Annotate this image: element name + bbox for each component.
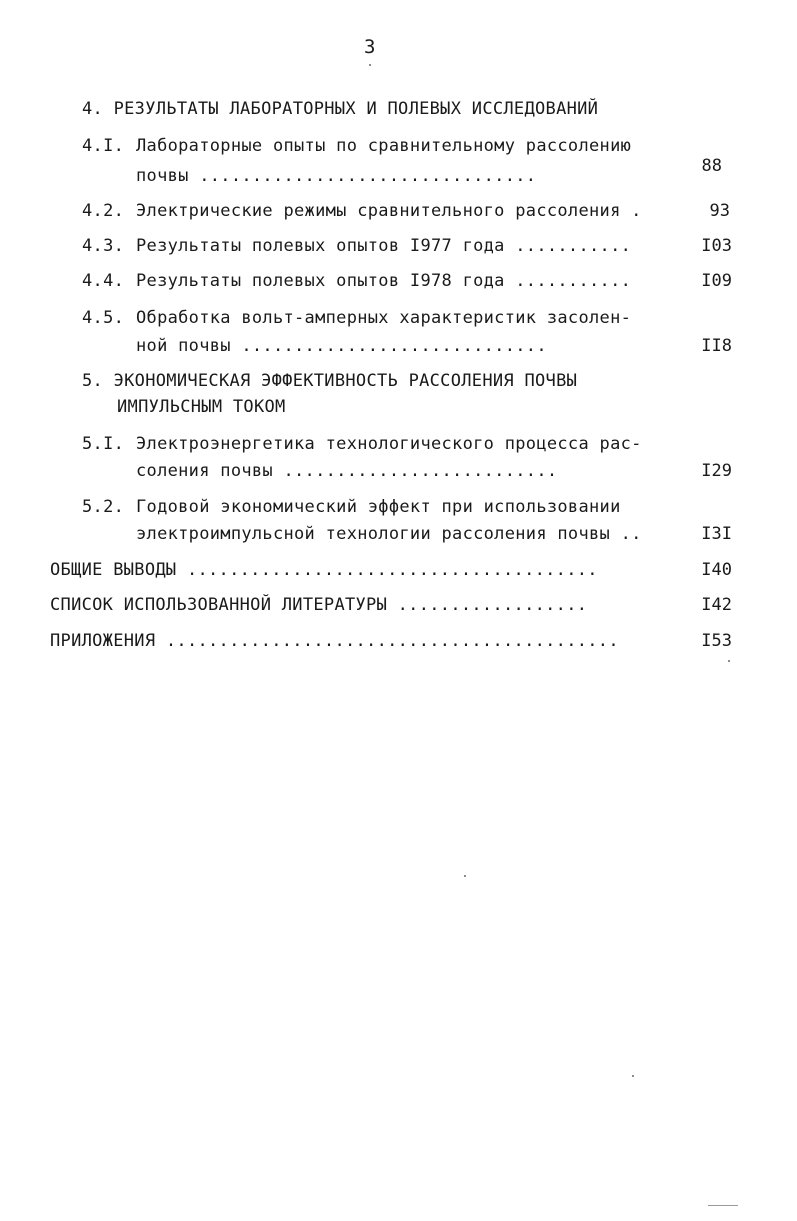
toc-appendices-page: I53 bbox=[701, 631, 732, 651]
toc-item-4-4-title: Результаты полевых опытов I978 года ........... bbox=[136, 271, 632, 291]
scan-speck bbox=[369, 64, 371, 66]
toc-item-5-1-title-cont: соления почвы .......................... bbox=[136, 461, 558, 481]
toc-item-4-5-title-cont: ной почвы ............................. bbox=[136, 336, 547, 356]
toc-item-4-1-number: 4.I. bbox=[82, 136, 125, 156]
scan-mark bbox=[708, 1205, 738, 1206]
section-5-heading: 5. ЭКОНОМИЧЕСКАЯ ЭФФЕКТИВНОСТЬ РАССОЛЕНИЯ ПОЧВЫ bbox=[82, 371, 578, 391]
toc-item-4-5-page: II8 bbox=[701, 336, 732, 356]
toc-item-5-2-title: Годовой экономический эффект при использовании bbox=[136, 497, 621, 517]
toc-item-5-1-title: Электроэнергетика технологического процесса рас- bbox=[136, 434, 642, 454]
page-number: 3 bbox=[364, 36, 376, 58]
scan-speck bbox=[632, 1075, 634, 1077]
toc-item-4-3-page: I03 bbox=[701, 236, 732, 256]
toc-item-4-4-number: 4.4. bbox=[82, 271, 125, 291]
toc-references: СПИСОК ИСПОЛЬЗОВАННОЙ ЛИТЕРАТУРЫ .................. bbox=[50, 595, 588, 615]
toc-item-4-2-title: Электрические режимы сравнительного рассоления . bbox=[136, 201, 642, 221]
toc-item-4-2-page: 93 bbox=[709, 201, 730, 221]
scan-speck bbox=[464, 875, 466, 877]
toc-item-4-3-number: 4.3. bbox=[82, 236, 125, 256]
toc-conclusions-page: I40 bbox=[701, 560, 732, 580]
toc-item-4-4-page: I09 bbox=[701, 271, 732, 291]
toc-conclusions: ОБЩИЕ ВЫВОДЫ ....................................... bbox=[50, 560, 598, 580]
toc-references-page: I42 bbox=[701, 595, 732, 615]
toc-item-5-1-page: I29 bbox=[701, 461, 732, 481]
toc-item-4-1-title: Лабораторные опыты по сравнительному рассолению bbox=[136, 136, 632, 156]
section-4-heading: 4. РЕЗУЛЬТАТЫ ЛАБОРАТОРНЫХ И ПОЛЕВЫХ ИССЛЕДОВАНИЙ bbox=[82, 99, 599, 119]
toc-item-5-2-title-cont: электроимпульсной технологии рассоления почвы .. bbox=[136, 524, 642, 544]
toc-appendices: ПРИЛОЖЕНИЯ ........................................... bbox=[50, 631, 619, 651]
toc-item-5-2-number: 5.2. bbox=[82, 497, 125, 517]
toc-item-4-5-title: Обработка вольт-амперных характеристик засолен- bbox=[136, 308, 632, 328]
toc-item-4-1-page: 88 bbox=[701, 156, 722, 176]
toc-item-5-2-page: I3I bbox=[701, 524, 732, 544]
toc-item-4-5-number: 4.5. bbox=[82, 308, 125, 328]
scan-speck bbox=[728, 660, 730, 662]
toc-item-4-1-title-cont: почвы ................................ bbox=[136, 166, 537, 186]
toc-item-5-1-number: 5.I. bbox=[82, 434, 125, 454]
toc-item-4-3-title: Результаты полевых опытов I977 года ........... bbox=[136, 236, 632, 256]
toc-item-4-2-number: 4.2. bbox=[82, 201, 125, 221]
section-5-heading-cont: ИМПУЛЬСНЫМ ТОКОМ bbox=[117, 397, 286, 417]
